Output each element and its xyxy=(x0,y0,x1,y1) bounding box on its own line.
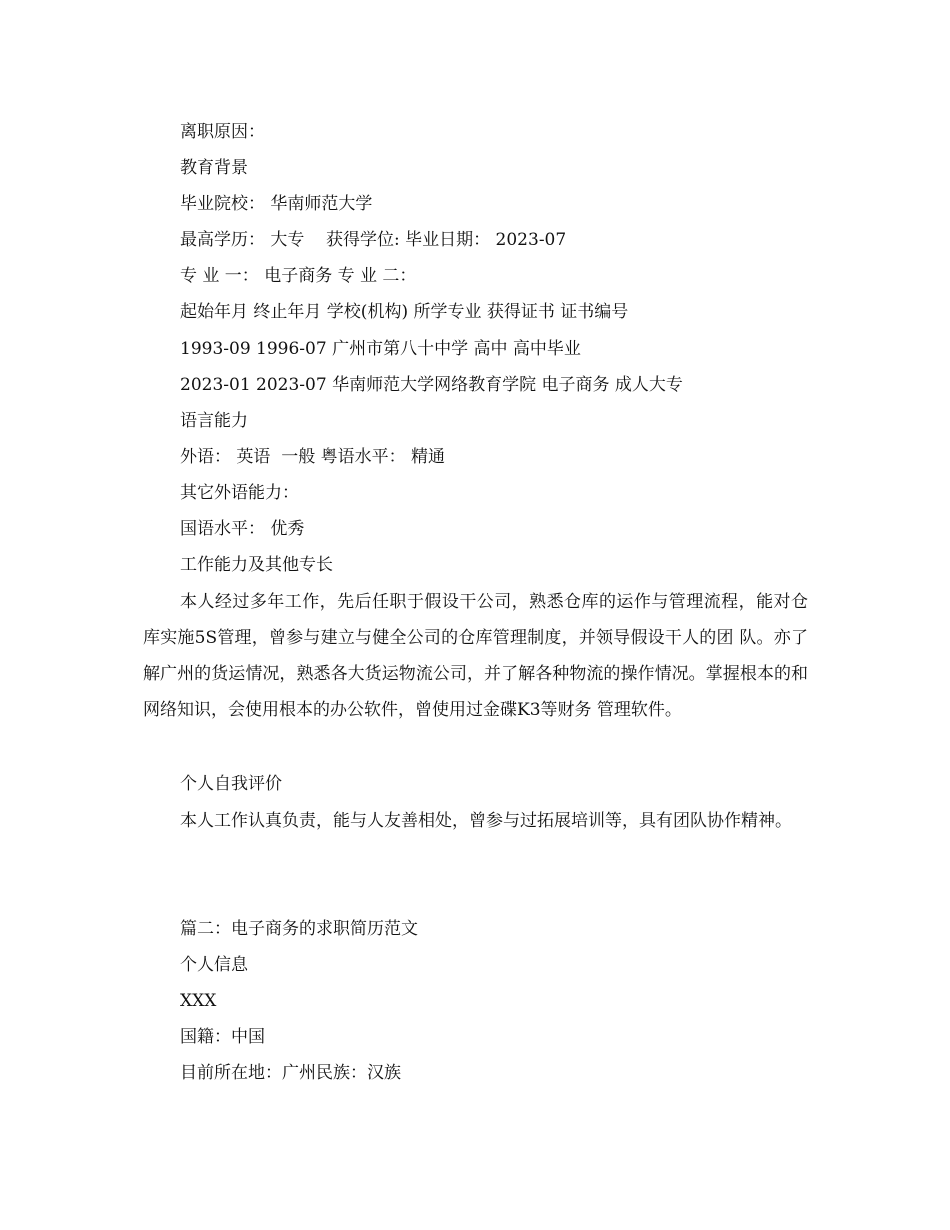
personal-info-heading: 个人信息 xyxy=(180,955,248,975)
section-two-title: 篇二：电子商务的求职简历范文 xyxy=(180,919,418,939)
location-ethnicity-line: 目前所在地：广州民族：汉族 xyxy=(180,1063,401,1083)
self-evaluation-heading: 个人自我评价 xyxy=(180,774,282,794)
degree-line: 最高学历： 大专 获得学位: 毕业日期： 2023-07 xyxy=(180,230,567,250)
resignation-reason-label: 离职原因： xyxy=(180,122,265,142)
education-row-2: 2023-01 2023-07 华南师范大学网络教育学院 电子商务 成人大专 xyxy=(180,375,683,395)
self-evaluation-paragraph: 本人工作认真负责，能与人友善相处，曾参与过拓展培训等，具有团队协作精神。 xyxy=(180,811,792,831)
foreign-language-line: 外语： 英语 一般 粤语水平： 精通 xyxy=(180,447,446,467)
other-language-line: 其它外语能力： xyxy=(180,483,299,503)
graduate-school-line: 毕业院校： 华南师范大学 xyxy=(180,194,373,214)
name-placeholder: XXX xyxy=(180,991,217,1011)
education-heading: 教育背景 xyxy=(180,158,248,178)
mandarin-level-line: 国语水平： 优秀 xyxy=(180,519,305,539)
language-heading: 语言能力 xyxy=(180,411,248,431)
work-ability-paragraph: 本人经过多年工作，先后任职于假设干公司，熟悉仓库的运作与管理流程，能对仓库实施5S管理，曾参与建立与健全公司的仓库管理制度，并领导假设干人的团 队。亦了解广州的货运情况，熟悉各大货运物流公司，并了解各种物流的操作情况。掌握根本的和网络知识，会使用根本的办公软件，曾使用过金碟K3等财务 管理软件。 xyxy=(143,592,808,720)
major-line: 专 业 一： 电子商务 专 业 二： xyxy=(180,266,417,286)
nationality-line: 国籍：中国 xyxy=(180,1027,265,1047)
skills-heading: 工作能力及其他专长 xyxy=(180,555,333,575)
education-row-1: 1993-09 1996-07 广州市第八十中学 高中 高中毕业 xyxy=(180,339,581,359)
education-table-header: 起始年月 终止年月 学校(机构) 所学专业 获得证书 证书编号 xyxy=(180,302,629,322)
